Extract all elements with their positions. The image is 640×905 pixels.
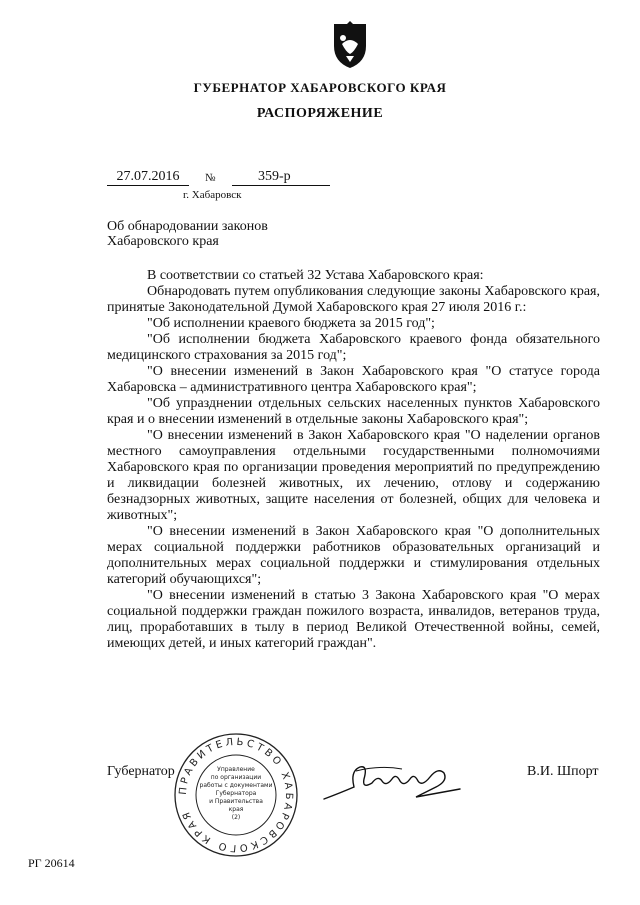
seal-line: работы с документами (199, 782, 273, 789)
document-date: 27.07.2016 (107, 169, 189, 186)
body-paragraph: "О внесении изменений в статью 3 Закона Хабаровского края "О мерах социальной поддержки граждан пожилого возраста, инвалидов, ветеранов труда, лиц, проработавших в тылу в период Великой Отечественной войны, семей, имеющих детей, и иных категорий граждан". (107, 588, 600, 651)
seal-ring-text: ПРАВИТЕЛЬСТВО ХАБАРОВСКОГО КРАЯ (177, 736, 295, 854)
seal-line: и Правительства (209, 798, 263, 805)
official-seal (172, 731, 300, 859)
signatory-name: В.И. Шпорт (527, 764, 599, 779)
org-title: ГУБЕРНАТОР ХАБАРОВСКОГО КРАЯ (193, 80, 447, 95)
body-paragraph: "Об упразднении отдельных сельских населенных пунктов Хабаровского края и о внесении изменений в отдельные законы Хабаровского края"; (107, 396, 600, 427)
body-paragraph: Обнародовать путем опубликования следующие законы Хабаровского края, принятые Законодательной Думой Хабаровского края 27 июля 2016 г.: (107, 284, 600, 315)
coat-of-arms-emblem (328, 18, 372, 70)
subject-line-1: Об обнародовании законов (107, 219, 268, 234)
body-paragraph: "Об исполнении краевого бюджета за 2015 год"; (147, 316, 435, 331)
seal-line: края (228, 806, 244, 813)
registration-code: РГ 20614 (28, 856, 75, 870)
body-paragraph: "О внесении изменений в Закон Хабаровского края "О наделении органов местного самоуправления отдельными государственными полномочиями Хабаровского края по организации проведения мероприятий по предупреждению и ликвидации болезней животных, их лечению, отлову и содержанию безнадзорных животных, защите населения от болезней, общих для человека и животных"; (107, 428, 600, 523)
number-sign: № (205, 172, 216, 184)
seal-line: (2) (231, 814, 241, 821)
body-paragraph: "О внесении изменений в Закон Хабаровского края "О дополнительных мерах социальной поддержки работников образовательных организаций и дополнительных мерах социальной поддержки и стимулирования отдельных категорий обучающихся"; (107, 524, 600, 587)
body-paragraph: В соответствии со статьей 32 Устава Хабаровского края: (147, 268, 484, 283)
document-body (107, 268, 600, 652)
document-city: г. Хабаровск (183, 189, 242, 201)
body-paragraph: "Об исполнении бюджета Хабаровского краевого фонда обязательного медицинского страхования за 2015 год"; (107, 332, 600, 363)
document-number: 359-р (232, 169, 330, 186)
signatory-role: Губернатор (107, 764, 175, 779)
document-subject (107, 219, 268, 249)
seal-line: по организации (210, 774, 262, 781)
document-type-title: РАСПОРЯЖЕНИЕ (256, 106, 384, 121)
handwritten-signature (320, 757, 465, 807)
seal-line: Губернатора (215, 790, 257, 797)
seal-line: Управление (217, 766, 255, 773)
body-paragraph: "О внесении изменений в Закон Хабаровского края "О статусе города Хабаровска – административного центра Хабаровского края"; (107, 364, 600, 395)
subject-line-2: Хабаровского края (107, 234, 219, 249)
